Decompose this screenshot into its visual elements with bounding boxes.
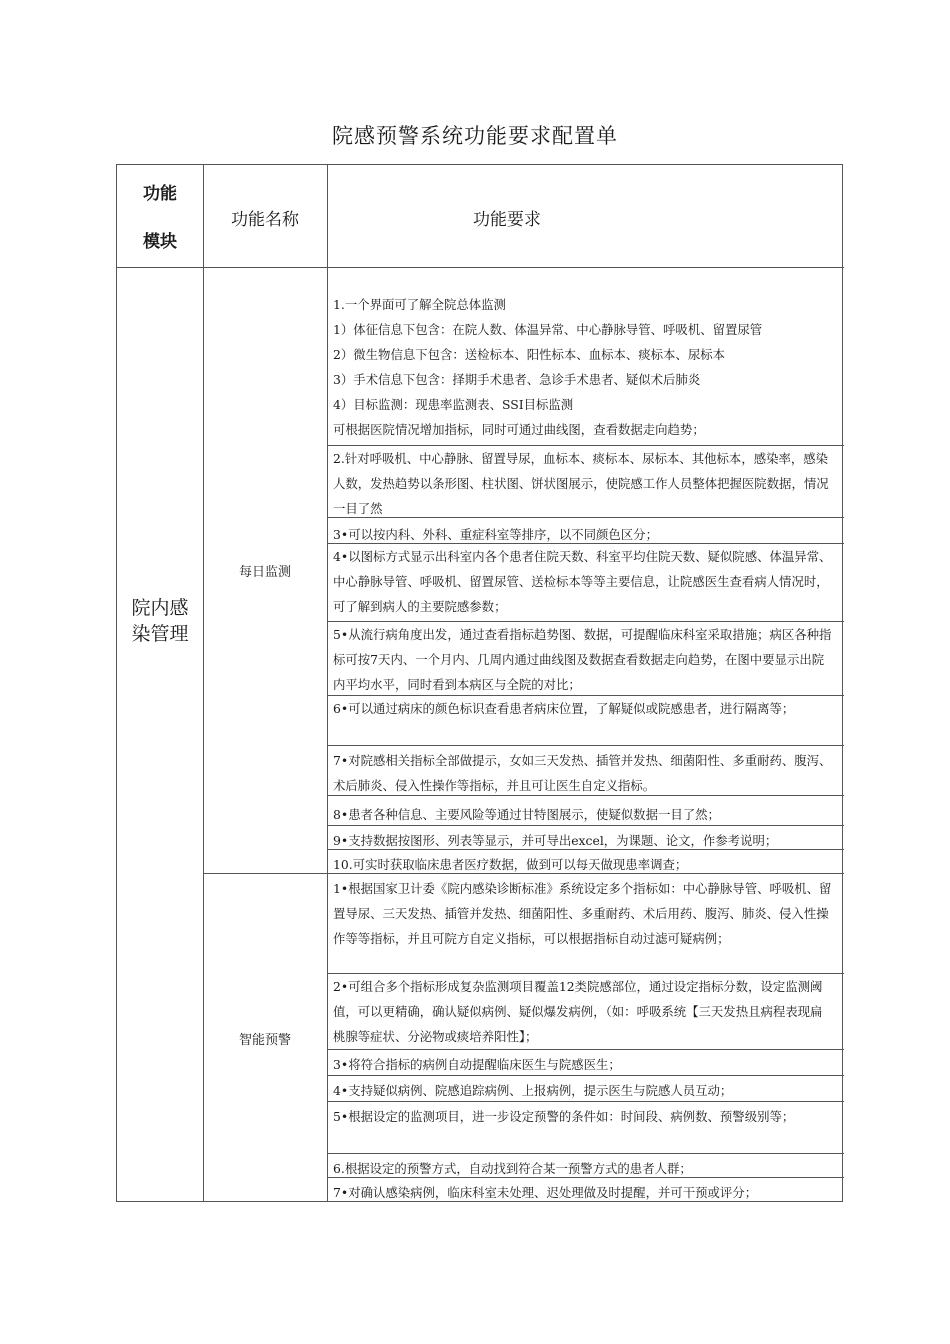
function-name-daily-monitoring: 每日监测 xyxy=(238,565,291,580)
function-name-smart-alert: 智能预警 xyxy=(238,1033,291,1048)
requirement-row: 3•可以按内科、外科、重症科室等排序，以不同颜色区分； xyxy=(333,527,658,542)
requirement-row: 10.可实时获取临床患者医疗数据，做到可以每天做现患率调查； xyxy=(333,857,688,872)
header-function-name: 功能名称 xyxy=(231,210,299,230)
requirement-row: 2•可组合多个指标形成复杂监测项目覆盖12类院感部位，通过设定指标分数，设定监测阈值，可以更精确，确认疑似病例、疑似爆发病例，（如：呼吸系统【三天发热且病程表现扁桃腺等症状、分泌物或痰培养阳性】； xyxy=(333,979,823,1044)
requirement-row: 7•对院感相关指标全部做提示，女如三天发热、插管并发热、细菌阳性、多重耐药、腹泻、术后肺炎、侵入性操作等指标，并且可让医生自定义指标。 xyxy=(333,753,832,793)
requirement-row: 9•支持数据按图形、列表等显示，并可导出excel，为课题、论文，作参考说明； xyxy=(333,833,778,848)
requirement-row: 6•可以通过病床的颜色标识查看患者病床位置，了解疑似或院感患者，进行隔离等； xyxy=(333,701,795,716)
header-module-line2: 模块 xyxy=(143,232,177,252)
requirement-row: 4•支持疑似病例、院感追踪病例、上报病例，提示医生与院感人员互动； xyxy=(333,1083,733,1098)
header-module-line1: 功能 xyxy=(143,184,177,204)
header-divider xyxy=(117,267,844,268)
requirement-row: 8•患者各种信息、主要风险等通过甘特图展示，使疑似数据一目了然； xyxy=(333,807,720,822)
requirements-table xyxy=(116,164,843,1202)
module-name-line2: 染管理 xyxy=(131,623,189,645)
requirement-row: 2.针对呼吸机、中心静脉、留置导尿，血标本、痰标本、尿标本、其他标本，感染率，感染人数，发热趋势以条形图、柱状图、饼状图展示，使院感工作人员整体把握医院数据，情况一目了然 xyxy=(333,451,829,516)
requirement-row: 1.一个界面可了解全院总体监测 1）体征信息下包含：在院人数、体温异常、中心静脉导管、呼吸机、留置尿管 2）微生物信息下包含：送检标本、阳性标本、血标本、痰标本、尿标本 3）手术信息下包含：择期手术患者、急诊手术患者、疑似术后肺炎 4）目标监测：现患率监测表、SSI目标监测 可根据医院情况增加指标，同时可通过曲线图，查看数据走向趋势； xyxy=(333,297,763,437)
requirement-row: 1•根据国家卫计委《院内感染诊断标准》系统设定多个指标如：中心静脉导管、呼吸机、留置导尿、三天发热、插管并发热、细菌阳性、多重耐药、术后用药、腹泻、肺炎、侵入性操作等等指标，并且可院方自定义指标，可以根据指标自动过滤可疑病例； xyxy=(333,881,832,946)
module-name-line1: 院内感 xyxy=(131,597,189,619)
requirement-row: 3•将符合指标的病例自动提醒临床医生与院感医生； xyxy=(333,1057,621,1072)
section-divider xyxy=(203,873,844,874)
requirement-row: 5•从流行病角度出发，通过查看指标趋势图、数据，可提醒临床科室采取措施；病区各种指标可按7天内、一个月内、几周内通过曲线图及数据查看数据走向趋势，在图中要显示出院内平均水平，同时看到本病区与全院的对比； xyxy=(333,627,832,692)
header-function-requirements: 功能要求 xyxy=(473,210,541,230)
requirement-row: 6.根据设定的预警方式，自动找到符合某一预警方式的患者人群； xyxy=(333,1161,692,1176)
requirement-row: 7•对确认感染病例，临床科室未处理、迟处理做及时提醒，并可干预或评分； xyxy=(333,1185,758,1200)
module-name xyxy=(117,595,203,647)
requirement-row: 4•以图标方式显示出科室内各个患者住院天数、科室平均住院天数、疑似院感、体温异常、中心静脉导管、呼吸机、留置尿管、送检标本等等主要信息，让院感医生查看病人情况时，可了解到病人的主要院感参数； xyxy=(333,549,832,614)
requirement-row: 5•根据设定的监测项目，进一步设定预警的条件如：时间段、病例数、预警级别等； xyxy=(333,1109,795,1124)
document-title: 院感预警系统功能要求配置单 xyxy=(332,124,618,148)
